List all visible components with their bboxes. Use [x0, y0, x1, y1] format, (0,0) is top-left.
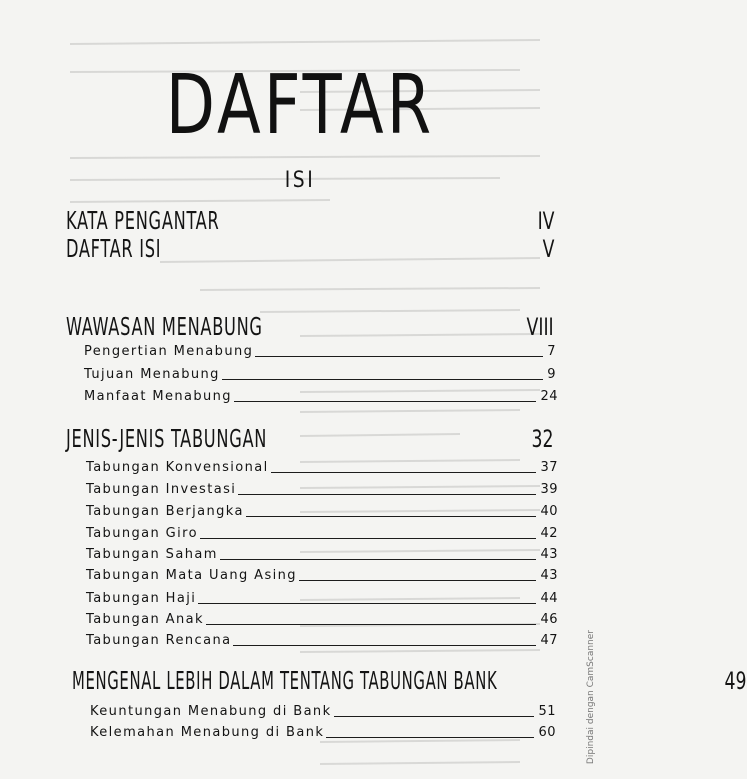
- toc-item[interactable]: [90, 704, 556, 719]
- toc-section-page: 49: [725, 667, 747, 695]
- toc-leader-line: [271, 472, 537, 473]
- toc-item-page: 40: [540, 504, 558, 519]
- toc-item-label: Tabungan Anak: [86, 612, 204, 627]
- toc-item-label: Tabungan Investasi: [86, 482, 237, 497]
- toc-section-jenis-jenis-tabungan[interactable]: [66, 424, 554, 453]
- toc-item-label: Tabungan Rencana: [86, 633, 232, 648]
- toc-leader-line: [238, 494, 536, 495]
- toc-item-page: 46: [540, 612, 558, 627]
- toc-item-label: Tabungan Saham: [86, 547, 218, 562]
- toc-item-label: Tabungan Mata Uang Asing: [86, 568, 297, 583]
- page-subtitle: ISI: [284, 168, 316, 193]
- toc-heading-label: KATA PENGANTAR: [66, 206, 220, 235]
- toc-section-wawasan-menabung[interactable]: [66, 312, 554, 341]
- toc-item-label: Manfaat Menabung: [84, 389, 232, 404]
- toc-item-label: Pengertian Menabung: [84, 344, 254, 359]
- toc-item-page: 60: [538, 725, 556, 740]
- toc-item-label: Tabungan Berjangka: [86, 504, 244, 519]
- toc-item-label: Tujuan Menabung: [84, 367, 220, 382]
- toc-item[interactable]: [86, 633, 558, 648]
- toc-entry-kata-pengantar[interactable]: [66, 206, 554, 235]
- toc-leader-line: [246, 516, 537, 517]
- toc-leader-line: [255, 356, 543, 357]
- toc-leader-line: [326, 737, 534, 738]
- toc-item-label: Tabungan Konvensional: [86, 460, 269, 475]
- toc-item[interactable]: [86, 612, 558, 627]
- toc-item-page: 43: [540, 547, 558, 562]
- toc-item-page: 24: [540, 389, 558, 404]
- toc-leader-line: [222, 379, 543, 380]
- toc-item-label: Kelemahan Menabung di Bank: [90, 725, 325, 740]
- scanner-watermark: Dipindai dengan CamScanner: [586, 630, 596, 765]
- toc-item-page: 51: [538, 704, 556, 719]
- toc-item-page: 43: [540, 568, 558, 583]
- toc-item[interactable]: [86, 526, 558, 541]
- toc-section-heading: WAWASAN MENABUNG: [66, 312, 263, 341]
- toc-entry-daftar-isi[interactable]: [66, 234, 554, 263]
- toc-leader-line: [206, 624, 537, 625]
- toc-leader-line: [220, 559, 537, 560]
- toc-heading-page: V: [542, 235, 554, 263]
- toc-section-heading: MENGENAL LEBIH DALAM TENTANG TABUNGAN BANK: [72, 666, 498, 695]
- toc-leader-line: [299, 580, 537, 581]
- toc-leader-line: [198, 603, 536, 604]
- toc-leader-line: [334, 716, 535, 717]
- toc-section-heading: JENIS-JENIS TABUNGAN: [66, 424, 268, 453]
- toc-item-page: 37: [540, 460, 558, 475]
- toc-item-label: Keuntungan Menabung di Bank: [90, 704, 332, 719]
- toc-item[interactable]: [86, 547, 558, 562]
- toc-item[interactable]: [86, 460, 558, 475]
- toc-section-page: VIII: [526, 313, 554, 341]
- toc-leader-line: [200, 538, 536, 539]
- toc-item-label: Tabungan Haji: [86, 591, 197, 606]
- toc-item[interactable]: [86, 568, 558, 583]
- toc-section-page: 32: [532, 425, 554, 453]
- toc-item[interactable]: [84, 389, 558, 404]
- toc-item[interactable]: [86, 504, 558, 519]
- toc-item-page: 9: [547, 367, 556, 382]
- toc-item[interactable]: [90, 725, 556, 740]
- toc-item[interactable]: [86, 482, 558, 497]
- toc-item-page: 7: [547, 344, 556, 359]
- toc-item-page: 39: [540, 482, 558, 497]
- toc-section-mengenal-lebih-dalam[interactable]: [72, 666, 747, 695]
- toc-item-label: Tabungan Giro: [86, 526, 198, 541]
- page-title: DAFTAR: [165, 58, 435, 153]
- toc-leader-line: [233, 645, 536, 646]
- toc-item[interactable]: [84, 344, 556, 359]
- toc-leader-line: [234, 401, 536, 402]
- toc-item-page: 47: [540, 633, 558, 648]
- toc-item-page: 42: [540, 526, 558, 541]
- toc-item[interactable]: [84, 367, 556, 382]
- toc-heading-page: IV: [537, 207, 554, 235]
- toc-heading-label: DAFTAR ISI: [66, 234, 162, 263]
- toc-item[interactable]: [86, 591, 558, 606]
- toc-item-page: 44: [540, 591, 558, 606]
